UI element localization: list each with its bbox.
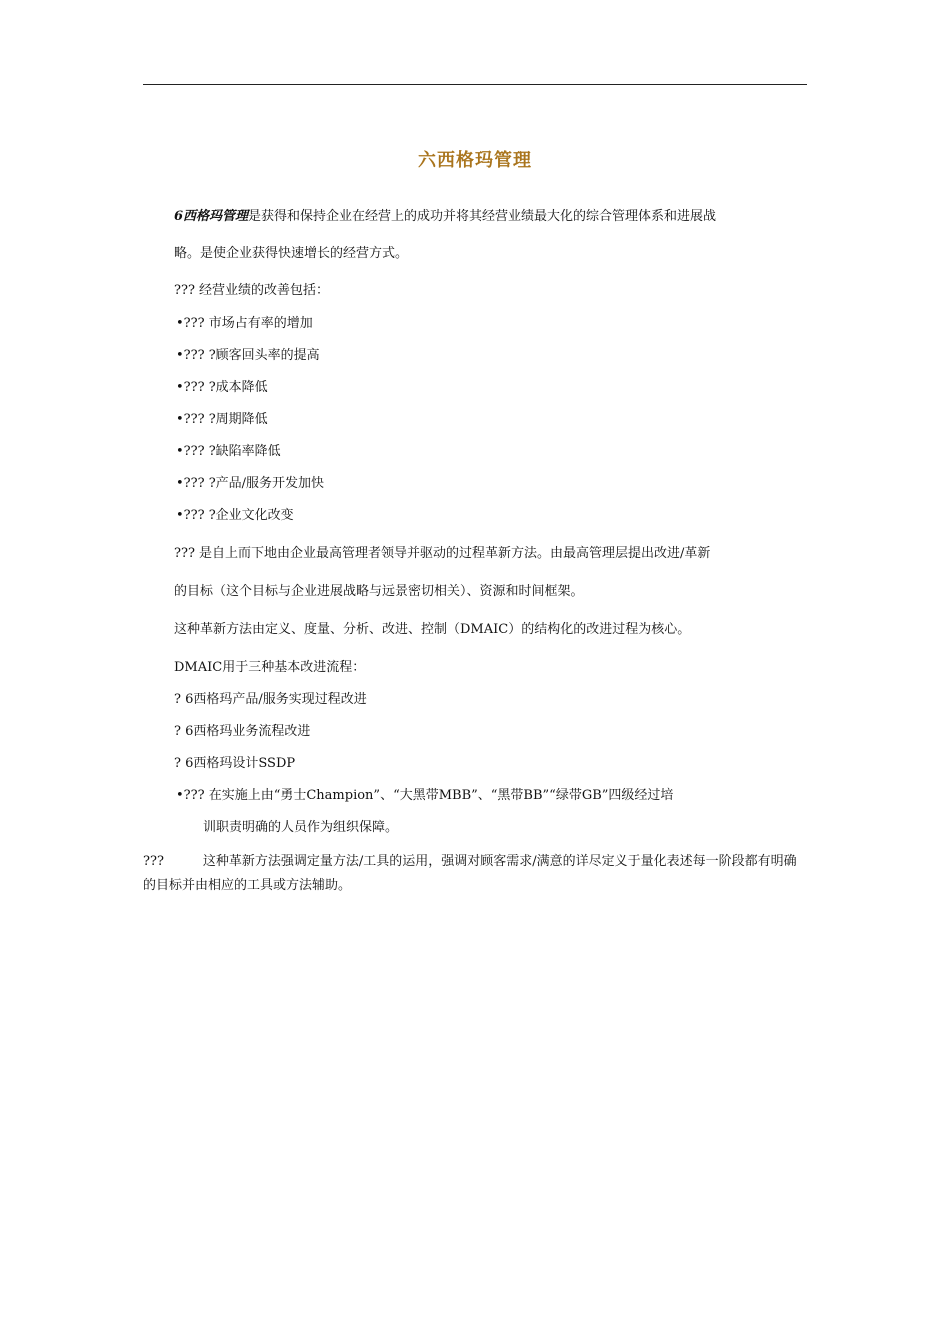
intro-text: 是获得和保持企业在经营上的成功并将其经营业绩最大化的综合管理体系和进展战 xyxy=(248,209,717,224)
intro-line-1 xyxy=(174,208,716,226)
improvements-heading: ??? 经营业绩的改善包括： xyxy=(174,283,330,298)
list-item: •??? ?产品/服务开发加快 xyxy=(176,476,325,491)
list-item: •??? ?企业文化改变 xyxy=(176,508,294,523)
list-item: •??? ?顾客回头率的提高 xyxy=(176,348,320,363)
list-item-continuation: 训职责明确的人员作为组织保障。 xyxy=(203,820,399,835)
list-item: •??? ?成本降低 xyxy=(176,380,268,395)
list-item: ? 6西格玛业务流程改进 xyxy=(174,724,311,739)
paragraph-line: 的目标（这个目标与企业进展战略与远景密切相关）、资源和时间框架。 xyxy=(174,584,584,599)
list-item: •??? 在实施上由“勇士Champion”、“大黑带MBB”、“黑带BB”“绿带GB”四级经过培 xyxy=(176,788,674,803)
list-item: •??? ?周期降低 xyxy=(176,412,268,427)
intro-term: 6西格玛管理 xyxy=(174,209,249,224)
intro-line-2: 略。是使企业获得快速增长的经营方式。 xyxy=(174,246,409,261)
paragraph-line: ??? 是自上而下地由企业最高管理者领导并驱动的过程革新方法。由最高管理层提出改进/革新 xyxy=(174,546,711,561)
list-item: •??? ?缺陷率降低 xyxy=(176,444,281,459)
list-item: ? 6西格玛设计SSDP xyxy=(174,756,296,771)
list-item: ? 6西格玛产品/服务实现过程改进 xyxy=(174,692,367,707)
paragraph-dmaic: 这种革新方法由定义、度量、分析、改进、控制（DMAIC）的结构化的改进过程为核心。 xyxy=(174,622,691,637)
page-title: 六西格玛管理 xyxy=(418,150,532,171)
header-rule xyxy=(143,84,807,85)
final-paragraph: ??? 这种革新方法强调定量方法/工具的运用，强调对顾客需求/满意的详尽定义于量化表述每一阶段都有明确的目标并由相应的工具或方法辅助。 xyxy=(143,854,797,893)
list-item: •??? 市场占有率的增加 xyxy=(176,316,313,331)
dmaic-heading: DMAIC用于三种基本改进流程： xyxy=(174,660,366,675)
